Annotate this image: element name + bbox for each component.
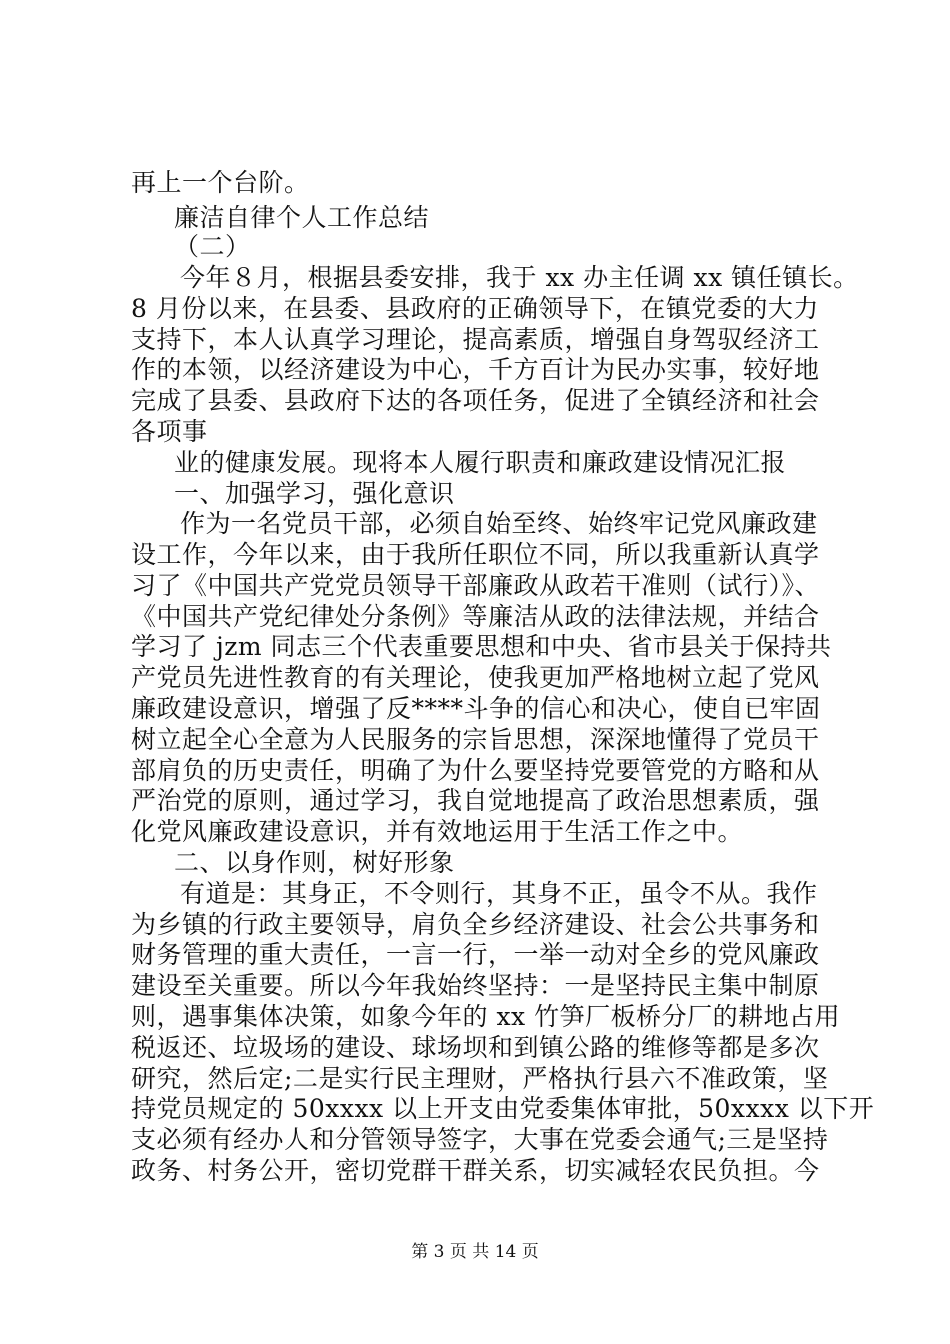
text-line: 完成了县委、县政府下达的各项任务，促进了全镇经济和社会: [131, 386, 820, 415]
text-line: 部肩负的历史责任，明确了为什么要坚持党要管党的方略和从: [131, 756, 820, 785]
text-line: 化党风廉政建设意识，并有效地运用于生活工作之中。: [131, 817, 744, 846]
text-line: 作为一名党员干部，必须自始至终、始终牢记党风廉政建: [180, 509, 818, 538]
text-line: 严治党的原则，通过学习，我自觉地提高了政治思想素质，强: [131, 786, 820, 815]
text-line: 今年８月，根据县委安排，我于 xx 办主任调 xx 镇任镇长。: [180, 263, 859, 292]
text-line: 为乡镇的行政主要领导，肩负全乡经济建设、社会公共事务和: [131, 910, 820, 939]
text-line: 《中国共产党纪律处分条例》等廉洁从政的法律法规，并结合: [131, 602, 820, 631]
section-heading: 二、以身作则，树好形象: [174, 848, 455, 877]
page-number-footer: 第 3 页 共 14 页: [411, 1242, 539, 1262]
text-line: 支必须有经办人和分管领导签字，大事在党委会通气;三是坚持: [131, 1125, 829, 1154]
text-line: 研究，然后定;二是实行民主理财，严格执行县六不准政策，坚: [131, 1064, 829, 1093]
section-heading: 一、加强学习，强化意识: [174, 479, 455, 508]
text-line: 各项事: [131, 417, 208, 446]
text-line: 财务管理的重大责任，一言一行，一举一动对全乡的党风廉政: [131, 940, 820, 969]
text-line: 8 月份以来，在县委、县政府的正确领导下，在镇党委的大力: [131, 294, 819, 323]
section-title: 廉洁自律个人工作总结: [174, 203, 430, 232]
text-line: 业的健康发展。现将本人履行职责和廉政建设情况汇报: [174, 448, 787, 477]
text-line: 则，遇事集体决策，如象今年的 xx 竹笋厂板桥分厂的耕地占用: [131, 1002, 841, 1031]
text-line: 持党员规定的 50xxxx 以上开支由党委集体审批，50xxxx 以下开: [131, 1094, 875, 1123]
text-line: 学习了 jzm 同志三个代表重要思想和中央、省市县关于保持共: [131, 632, 832, 661]
text-line: 作的本领，以经济建设为中心，千方百计为民办实事，较好地: [131, 355, 820, 384]
text-line: 支持下，本人认真学习理论，提高素质，增强自身驾驭经济工: [131, 325, 820, 354]
text-line: 树立起全心全意为人民服务的宗旨思想，深深地懂得了党员干: [131, 725, 820, 754]
text-line: 有道是：其身正，不令则行，其身不正，虽令不从。我作: [180, 879, 818, 908]
text-line: 政务、村务公开，密切党群干群关系，切实减轻农民负担。今: [131, 1156, 820, 1185]
text-line: 再上一个台阶。: [131, 168, 310, 197]
text-line: 产党员先进性教育的有关理论，使我更加严格地树立起了党风: [131, 663, 820, 692]
text-line: 建设至关重要。所以今年我始终坚持：一是坚持民主集中制原: [131, 971, 820, 1000]
text-line: 设工作，今年以来，由于我所任职位不同，所以我重新认真学: [131, 540, 820, 569]
section-subtitle: （二）: [174, 232, 251, 261]
text-line: 习了《中国共产党党员领导干部廉政从政若干准则（试行）》、: [131, 571, 821, 600]
text-line: 税返还、垃圾场的建设、球场坝和到镇公路的维修等都是多次: [131, 1033, 820, 1062]
text-line: 廉政建设意识，增强了反****斗争的信心和决心，使自已牢固: [131, 694, 821, 723]
